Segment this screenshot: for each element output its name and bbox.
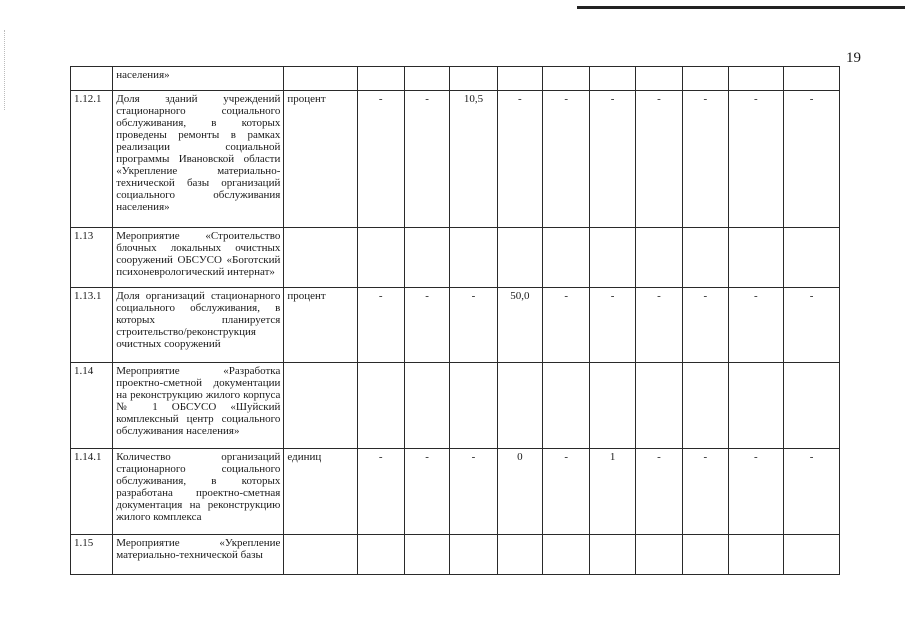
row-value: - [784,91,840,228]
row-value [404,535,449,575]
row-description: населения» [113,67,284,91]
row-value [497,67,542,91]
row-value [450,363,497,449]
row-value [497,228,542,288]
row-unit: процент [284,91,357,228]
row-value [635,67,682,91]
row-value [683,228,728,288]
row-value: - [635,91,682,228]
row-value [590,67,635,91]
row-unit: процент [284,288,357,363]
indicators-table [70,66,840,575]
row-description: Мероприятие «Укрепление материально-технической базы [113,535,284,575]
row-value [590,535,635,575]
row-value: - [543,91,590,228]
row-value: - [683,288,728,363]
row-value [784,535,840,575]
row-value: - [404,449,449,535]
row-value [543,228,590,288]
row-value [728,228,784,288]
row-value: - [404,91,449,228]
row-value: - [683,449,728,535]
row-value: - [590,91,635,228]
row-value [683,67,728,91]
row-number: 1.12.1 [71,91,113,228]
row-value: - [728,449,784,535]
row-value: - [543,449,590,535]
row-number: 1.14.1 [71,449,113,535]
table-row [71,91,840,228]
table-row [71,288,840,363]
row-value: 0 [497,449,542,535]
row-description: Мероприятие «Разработка проектно-сметной документации на реконструкцию жилого корпуса № 1 ОБСУСО «Шуйский комплексный центр социального обслуживания населения» [113,363,284,449]
row-value [635,535,682,575]
table-row [71,67,840,91]
row-value: - [728,288,784,363]
row-value: - [357,449,404,535]
row-value [404,363,449,449]
row-value [357,535,404,575]
row-value: - [450,449,497,535]
row-value: - [450,288,497,363]
row-unit [284,363,357,449]
row-value [543,67,590,91]
row-number: 1.14 [71,363,113,449]
row-value [683,535,728,575]
scan-margin-marks [4,30,8,110]
row-value [357,228,404,288]
row-value: - [683,91,728,228]
row-value: - [784,449,840,535]
row-value [450,67,497,91]
row-value [635,228,682,288]
row-value [497,363,542,449]
row-value: - [357,91,404,228]
row-value [784,363,840,449]
table-row [71,228,840,288]
row-value [590,363,635,449]
row-value [543,535,590,575]
row-value [543,363,590,449]
row-number: 1.13 [71,228,113,288]
table-row [71,363,840,449]
row-value [635,363,682,449]
row-value [450,228,497,288]
row-value [357,67,404,91]
row-description: Доля зданий учреждений стационарного социального обслуживания, в которых проведены ремонты в рамках реализации социальной программы Ивановской области «Укрепление материально-технической базы организаций социального обслуживания населения» [113,91,284,228]
row-value [404,228,449,288]
row-value [728,363,784,449]
row-number: 1.13.1 [71,288,113,363]
row-number [71,67,113,91]
scan-edge-line [577,6,905,9]
row-value [590,228,635,288]
row-value: - [357,288,404,363]
row-unit [284,535,357,575]
row-number: 1.15 [71,535,113,575]
row-value: - [590,288,635,363]
row-value [683,363,728,449]
table-row [71,535,840,575]
row-value: - [784,288,840,363]
row-value: - [635,288,682,363]
row-description: Доля организаций стационарного социального обслуживания, в которых планируется строительство/реконструкция очистных сооружений [113,288,284,363]
table-row [71,449,840,535]
row-value: - [543,288,590,363]
row-unit: единиц [284,449,357,535]
row-description: Мероприятие «Строительство блочных локальных очистных сооружений ОБСУСО «Боготский психоневрологический интернат» [113,228,284,288]
row-unit [284,67,357,91]
row-value: - [497,91,542,228]
row-value: - [404,288,449,363]
row-value: 50,0 [497,288,542,363]
row-value: 10,5 [450,91,497,228]
row-value [784,228,840,288]
row-description: Количество организаций стационарного социального обслуживания, в которых разработана проектно-сметная документация на реконструкцию жилого комплекса [113,449,284,535]
row-value [497,535,542,575]
row-value [357,363,404,449]
row-value: 1 [590,449,635,535]
row-value [404,67,449,91]
row-value: - [635,449,682,535]
table-body [71,67,840,575]
page-number: 19 [846,50,861,66]
row-value [450,535,497,575]
row-value [728,535,784,575]
row-value [784,67,840,91]
row-value: - [728,91,784,228]
row-unit [284,228,357,288]
row-value [728,67,784,91]
